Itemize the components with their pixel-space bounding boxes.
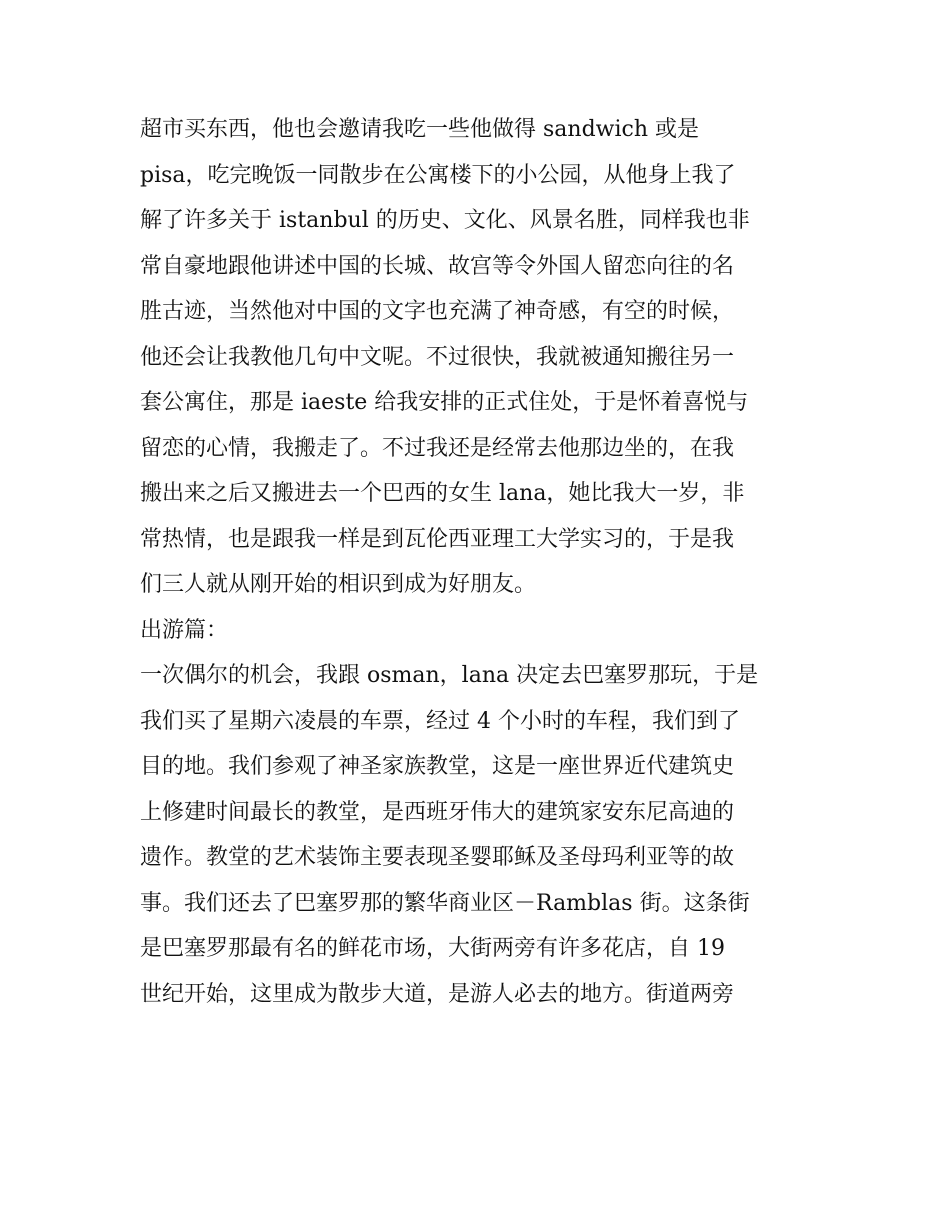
text-line: 他还会让我教他几句中文呢。不过很快，我就被通知搬往另一: [140, 344, 735, 370]
text-line: 是巴塞罗那最有名的鲜花市场，大街两旁有许多花店，自 19: [140, 936, 725, 961]
text-line: 套公寓住，那是 iaeste 给我安排的正式住处，于是怀着喜悦与: [140, 390, 749, 415]
text-line: 上修建时间最长的教堂，是西班牙伟大的建筑家安东尼高迪的: [140, 799, 735, 825]
text-line: 常热情，也是跟我一样是到瓦伦西亚理工大学实习的，于是我: [140, 526, 735, 552]
text-line: 事。我们还去了巴塞罗那的繁华商业区－Ramblas 街。这条街: [140, 890, 750, 916]
text-line: 世纪开始，这里成为散步大道，是游人必去的地方。街道两旁: [140, 981, 735, 1007]
text-line: 常自豪地跟他讲述中国的长城、故宫等令外国人留恋向往的名: [140, 253, 735, 279]
text-line: pisa，吃完晚饭一同散步在公寓楼下的小公园，从他身上我了: [140, 162, 736, 188]
text-line: 搬出来之后又搬进去一个巴西的女生 lana，她比我大一岁，非: [140, 481, 745, 506]
text-line: 目的地。我们参观了神圣家族教堂，这是一座世界近代建筑史: [140, 754, 735, 779]
text-line: 们三人就从刚开始的相识到成为好朋友。: [140, 572, 537, 597]
text-line: 解了许多关于 istanbul 的历史、文化、风景名胜，同样我也非: [140, 208, 750, 233]
section-heading: 出游篇：: [140, 617, 229, 643]
text-line: 一次偶尔的机会，我跟 osman，lana 决定去巴塞罗那玩，于是: [140, 663, 759, 688]
text-line: 胜古迹，当然他对中国的文字也充满了神奇感，有空的时候，: [140, 299, 735, 324]
text-line: 留恋的心情，我搬走了。不过我还是经常去他那边坐的，在我: [140, 435, 735, 461]
text-line: 超市买东西，他也会邀请我吃一些他做得 sandwich 或是: [140, 117, 700, 142]
body-text: [140, 107, 815, 1017]
text-line: 遗作。教堂的艺术装饰主要表现圣婴耶稣及圣母玛利亚等的故: [140, 845, 735, 870]
text-line: 我们买了星期六凌晨的车票，经过 4 个小时的车程，我们到了: [140, 708, 740, 734]
